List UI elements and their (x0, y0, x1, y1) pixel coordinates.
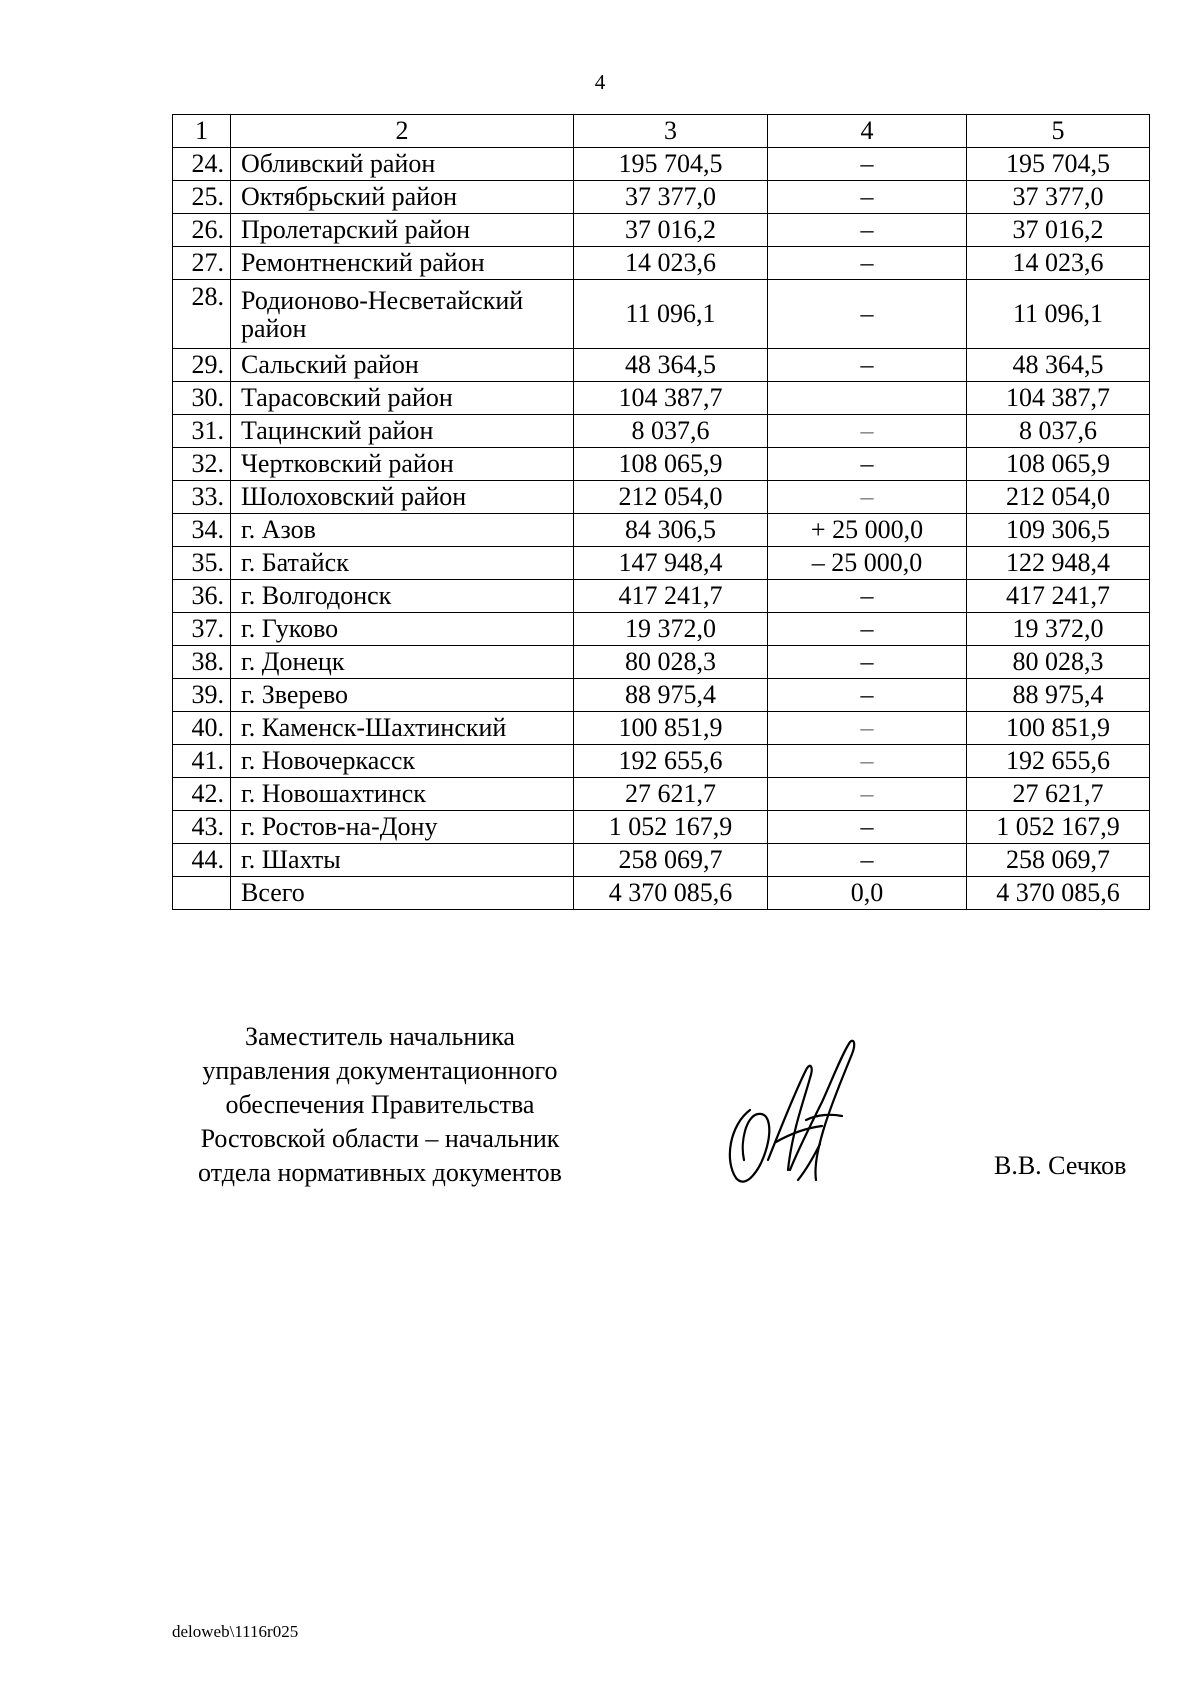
total-number (173, 877, 231, 910)
row-name: Обливский район (231, 148, 574, 181)
table-row (173, 646, 1150, 679)
row-value-col4: – (768, 580, 967, 613)
row-value-col3: 1 052 167,9 (574, 811, 768, 844)
row-value-col3: 37 016,2 (574, 214, 768, 247)
row-value-col5: 14 023,6 (967, 247, 1150, 280)
row-value-col4: – (768, 745, 967, 778)
table-row (173, 514, 1150, 547)
row-number: 34. (173, 514, 231, 547)
table-header-row (173, 115, 1150, 148)
row-value-col5: 122 948,4 (967, 547, 1150, 580)
total-col3: 4 370 085,6 (574, 877, 768, 910)
row-value-col3: 258 069,7 (574, 844, 768, 877)
row-name: Октябрьский район (231, 181, 574, 214)
row-value-col5: 100 851,9 (967, 712, 1150, 745)
row-value-col5: 192 655,6 (967, 745, 1150, 778)
row-name: г. Гуково (231, 613, 574, 646)
position-line-4: Ростовской области – начальник (200, 1124, 560, 1153)
table-row (173, 349, 1150, 382)
row-name: Пролетарский район (231, 214, 574, 247)
position-line-1: Заместитель начальника (245, 1022, 515, 1051)
table-row (173, 547, 1150, 580)
table-row (173, 580, 1150, 613)
table-row (173, 214, 1150, 247)
row-name: Сальский район (231, 349, 574, 382)
row-name: г. Зверево (231, 679, 574, 712)
row-value-col3: 11 096,1 (574, 280, 768, 349)
table-total-row (173, 877, 1150, 910)
table-row (173, 778, 1150, 811)
row-value-col3: 108 065,9 (574, 448, 768, 481)
row-value-col5: 108 065,9 (967, 448, 1150, 481)
row-value-col3: 84 306,5 (574, 514, 768, 547)
total-col5: 4 370 085,6 (967, 877, 1150, 910)
row-value-col3: 100 851,9 (574, 712, 768, 745)
row-name: г. Каменск-Шахтинский (231, 712, 574, 745)
row-value-col4: – (768, 349, 967, 382)
header-cell: 2 (231, 115, 574, 148)
row-number: 41. (173, 745, 231, 778)
table-row (173, 247, 1150, 280)
row-number: 31. (173, 415, 231, 448)
row-value-col5: 11 096,1 (967, 280, 1150, 349)
row-value-col5: 417 241,7 (967, 580, 1150, 613)
row-value-col3: 37 377,0 (574, 181, 768, 214)
row-value-col4: – (768, 280, 967, 349)
row-number: 33. (173, 481, 231, 514)
row-number: 32. (173, 448, 231, 481)
row-name: г. Новочеркасск (231, 745, 574, 778)
row-value-col5: 88 975,4 (967, 679, 1150, 712)
row-number: 36. (173, 580, 231, 613)
row-value-col4: – (768, 448, 967, 481)
row-name: Тарасовский район (231, 382, 574, 415)
row-value-col4: – (768, 646, 967, 679)
row-value-col3: 192 655,6 (574, 745, 768, 778)
total-col4: 0,0 (768, 877, 967, 910)
row-number: 28. (173, 280, 231, 349)
row-value-col3: 27 621,7 (574, 778, 768, 811)
table-row (173, 481, 1150, 514)
header-cell: 1 (173, 115, 231, 148)
row-value-col4: – (768, 247, 967, 280)
row-value-col4: – (768, 415, 967, 448)
position-line-3: обеспечения Правительства (225, 1090, 535, 1119)
row-name: Шолоховский район (231, 481, 574, 514)
row-value-col3: 417 241,7 (574, 580, 768, 613)
table-row (173, 415, 1150, 448)
table-row (173, 382, 1150, 415)
table-row (173, 811, 1150, 844)
document-code: deloweb\1116r025 (172, 1622, 299, 1641)
row-number: 44. (173, 844, 231, 877)
row-value-col5: 48 364,5 (967, 349, 1150, 382)
row-value-col4: – (768, 613, 967, 646)
row-name: Чертковский район (231, 448, 574, 481)
row-value-col4: – (768, 181, 967, 214)
header-cell: 4 (768, 115, 967, 148)
header-cell: 5 (967, 115, 1150, 148)
row-value-col5: 37 377,0 (967, 181, 1150, 214)
table-row (173, 448, 1150, 481)
position-line-5: отдела нормативных документов (198, 1158, 562, 1187)
row-name: г. Батайск (231, 547, 574, 580)
row-value-col5: 27 621,7 (967, 778, 1150, 811)
row-value-col5: 1 052 167,9 (967, 811, 1150, 844)
row-name: Тацинский район (231, 415, 574, 448)
row-value-col5: 195 704,5 (967, 148, 1150, 181)
row-value-col5: 8 037,6 (967, 415, 1150, 448)
row-value-col4: – (768, 778, 967, 811)
row-value-col4: – (768, 679, 967, 712)
table-row (173, 844, 1150, 877)
row-value-col3: 147 948,4 (574, 547, 768, 580)
handwritten-signature (710, 1030, 870, 1190)
row-value-col4: – (768, 712, 967, 745)
row-number: 27. (173, 247, 231, 280)
row-value-col3: 14 023,6 (574, 247, 768, 280)
row-value-col4: – 25 000,0 (768, 547, 967, 580)
row-number: 43. (173, 811, 231, 844)
table-row (173, 148, 1150, 181)
row-value-col3: 80 028,3 (574, 646, 768, 679)
row-value-col4 (768, 382, 967, 415)
table-row (173, 712, 1150, 745)
row-name: г. Ростов-на-Дону (231, 811, 574, 844)
row-name: г. Волгодонск (231, 580, 574, 613)
row-name: г. Азов (231, 514, 574, 547)
row-value-col4: – (768, 481, 967, 514)
row-number: 38. (173, 646, 231, 679)
row-value-col3: 48 364,5 (574, 349, 768, 382)
header-cell: 3 (574, 115, 768, 148)
row-number: 25. (173, 181, 231, 214)
table-row (173, 679, 1150, 712)
row-number: 39. (173, 679, 231, 712)
row-value-col5: 19 372,0 (967, 613, 1150, 646)
row-name-line-2: район (241, 314, 307, 343)
row-value-col4: – (768, 148, 967, 181)
signer-name: В.В. Сечков (994, 1151, 1127, 1180)
budget-table (172, 114, 1150, 910)
total-label: Всего (231, 877, 574, 910)
row-name: г. Донецк (231, 646, 574, 679)
row-number: 30. (173, 382, 231, 415)
table-row (173, 280, 1150, 349)
table-row (173, 613, 1150, 646)
row-name-line-1: Родионово-Несветайский (241, 286, 524, 315)
row-value-col5: 109 306,5 (967, 514, 1150, 547)
row-number: 40. (173, 712, 231, 745)
row-number: 37. (173, 613, 231, 646)
row-number: 35. (173, 547, 231, 580)
signatory-position (170, 1020, 590, 1190)
row-value-col4: – (768, 214, 967, 247)
row-value-col3: 88 975,4 (574, 679, 768, 712)
row-number: 42. (173, 778, 231, 811)
row-name: г. Новошахтинск (231, 778, 574, 811)
table-row (173, 181, 1150, 214)
row-value-col5: 258 069,7 (967, 844, 1150, 877)
row-value-col5: 37 016,2 (967, 214, 1150, 247)
row-number: 24. (173, 148, 231, 181)
row-value-col5: 212 054,0 (967, 481, 1150, 514)
row-name (231, 280, 574, 349)
row-value-col5: 104 387,7 (967, 382, 1150, 415)
row-name: Ремонтненский район (231, 247, 574, 280)
row-value-col3: 195 704,5 (574, 148, 768, 181)
position-line-2: управления документационного (202, 1056, 558, 1085)
page-number: 4 (594, 70, 606, 94)
row-value-col4: – (768, 811, 967, 844)
row-name: г. Шахты (231, 844, 574, 877)
row-number: 29. (173, 349, 231, 382)
row-value-col3: 19 372,0 (574, 613, 768, 646)
row-value-col3: 8 037,6 (574, 415, 768, 448)
row-value-col4: + 25 000,0 (768, 514, 967, 547)
row-number: 26. (173, 214, 231, 247)
row-value-col4: – (768, 844, 967, 877)
row-value-col5: 80 028,3 (967, 646, 1150, 679)
table-row (173, 745, 1150, 778)
row-value-col3: 104 387,7 (574, 382, 768, 415)
row-value-col3: 212 054,0 (574, 481, 768, 514)
